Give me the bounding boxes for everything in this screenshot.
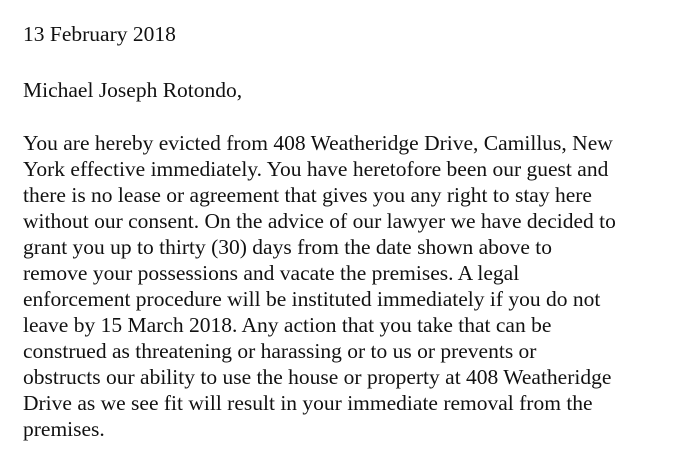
letter-date: 13 February 2018 xyxy=(23,22,176,46)
letter-body xyxy=(23,130,693,442)
body-line: without our consent. On the advice of our lawyer we have decided to xyxy=(23,209,616,233)
body-line: leave by 15 March 2018. Any action that you take that can be xyxy=(23,313,552,337)
body-line: grant you up to thirty (30) days from the date shown above to xyxy=(23,235,553,259)
body-line: York effective immediately. You have heretofore been our guest and xyxy=(23,157,609,181)
body-line: enforcement procedure will be instituted immediately if you do not xyxy=(23,287,601,311)
body-line: Drive as we see fit will result in your immediate removal from the xyxy=(23,391,593,415)
body-line: premises. xyxy=(23,417,105,441)
body-line: obstructs our ability to use the house or property at 408 Weatheridge xyxy=(23,365,612,389)
body-line: construed as threatening or harassing or to us or prevents or xyxy=(23,339,537,363)
body-line: You are hereby evicted from 408 Weatheridge Drive, Camillus, New xyxy=(23,131,613,155)
letter-salutation: Michael Joseph Rotondo, xyxy=(23,78,243,102)
letter-page xyxy=(23,21,693,442)
body-line: remove your possessions and vacate the premises. A legal xyxy=(23,261,520,285)
body-line: there is no lease or agreement that gives you any right to stay here xyxy=(23,183,592,207)
